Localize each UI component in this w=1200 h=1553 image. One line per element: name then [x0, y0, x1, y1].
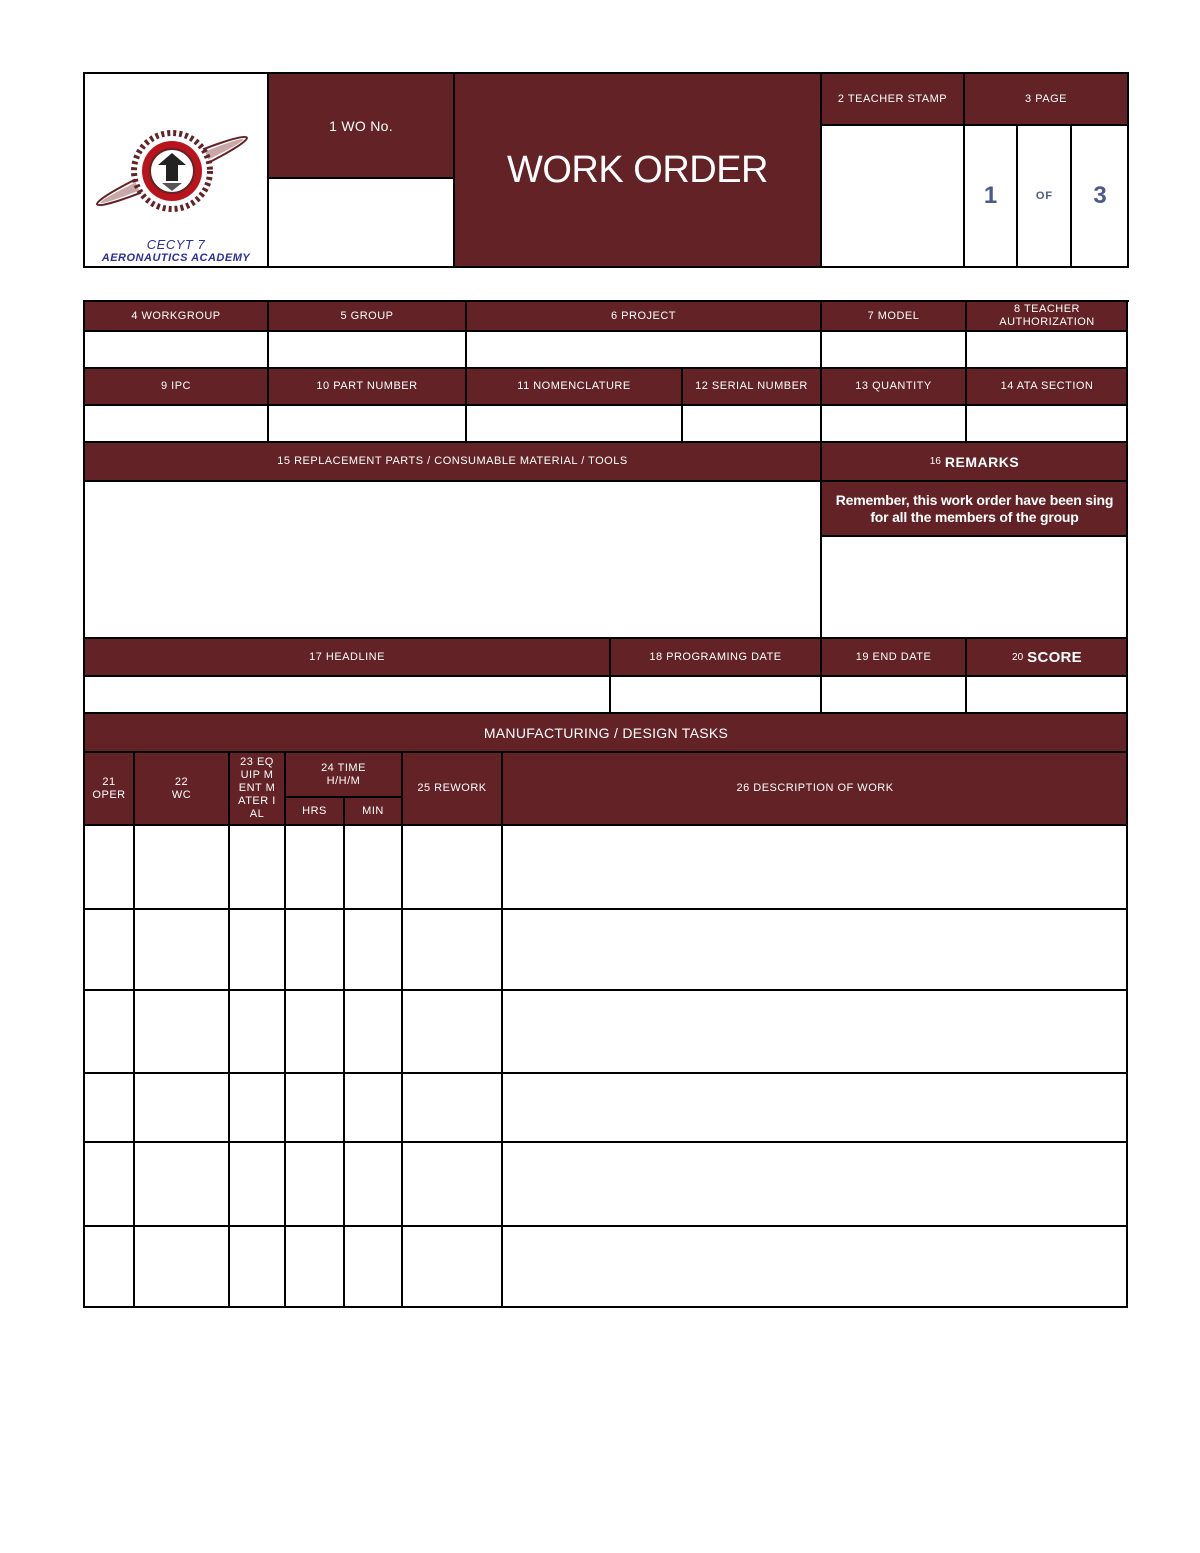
col-time: 24 TIME H/H/M [285, 752, 402, 797]
page-label: 3 PAGE [964, 73, 1128, 125]
quantity-field[interactable] [821, 405, 966, 442]
table-row[interactable] [84, 1073, 1128, 1142]
table-row[interactable] [84, 1226, 1128, 1307]
col-description: 26 DESCRIPTION OF WORK [502, 752, 1128, 825]
project-field[interactable] [466, 331, 821, 368]
headline-field[interactable] [84, 676, 610, 713]
score-field[interactable] [966, 676, 1128, 713]
logo-cell [84, 73, 268, 267]
col-oper: 21 OPER [84, 752, 134, 825]
remarks-label: 16 REMARKS [821, 442, 1128, 481]
serial-number-label: 12 SERIAL NUMBER [682, 368, 821, 405]
programing-date-label: 18 PROGRAMING DATE [610, 638, 821, 676]
teacher-authorization-field[interactable] [966, 331, 1128, 368]
tasks-title: MANUFACTURING / DESIGN TASKS [84, 713, 1128, 752]
page-total: 3 [1093, 182, 1107, 209]
teacher-stamp-field[interactable] [821, 125, 964, 267]
ipc-field[interactable] [84, 405, 268, 442]
teacher-stamp-label: 2 TEACHER STAMP [821, 73, 964, 125]
part-number-label: 10 PART NUMBER [268, 368, 466, 405]
nomenclature-label: 11 NOMENCLATURE [466, 368, 682, 405]
serial-number-field[interactable] [682, 405, 821, 442]
remarks-field[interactable] [821, 536, 1128, 638]
score-label: 20 SCORE [966, 638, 1128, 676]
table-row[interactable] [84, 1142, 1128, 1226]
part-number-field[interactable] [268, 405, 466, 442]
end-date-label: 19 END DATE [821, 638, 966, 676]
workgroup-field[interactable] [84, 331, 268, 368]
materials-field[interactable] [84, 481, 821, 638]
materials-label: 15 REPLACEMENT PARTS / CONSUMABLE MATERIAL / TOOLS [84, 442, 821, 481]
ipc-label: 9 IPC [84, 368, 268, 405]
table-row[interactable] [84, 825, 1128, 909]
page-of: OF [1035, 190, 1054, 202]
wo-number-label: 1 WO No. [268, 73, 454, 178]
group-label: 5 GROUP [268, 301, 466, 331]
quantity-label: 13 QUANTITY [821, 368, 966, 405]
group-field[interactable] [268, 331, 466, 368]
end-date-field[interactable] [821, 676, 966, 713]
model-label: 7 MODEL [821, 301, 966, 331]
model-field[interactable] [821, 331, 966, 368]
col-rework: 25 REWORK [402, 752, 502, 825]
teacher-authorization-label: 8 TEACHER AUTHORIZATION [966, 301, 1128, 331]
table-row[interactable] [84, 909, 1128, 990]
nomenclature-field[interactable] [466, 405, 682, 442]
col-wc: 22 WC [134, 752, 229, 825]
project-label: 6 PROJECT [466, 301, 821, 331]
headline-label: 17 HEADLINE [84, 638, 610, 676]
programing-date-field[interactable] [610, 676, 821, 713]
logo-title: CECYT 7 [146, 237, 206, 252]
col-hrs: HRS [285, 797, 344, 825]
logo-subtitle: AERONAUTICS ACADEMY [101, 252, 251, 264]
workgroup-label: 4 WORKGROUP [84, 301, 268, 331]
ata-section-label: 14 ATA SECTION [966, 368, 1128, 405]
col-equipment-material: 23 EQUIP MENT MATER IAL [229, 752, 285, 825]
table-row[interactable] [84, 990, 1128, 1073]
wo-number-field[interactable] [268, 178, 454, 267]
col-min: MIN [344, 797, 402, 825]
ata-section-field[interactable] [966, 405, 1128, 442]
page-current: 1 [983, 182, 998, 209]
form-title: WORK ORDER [454, 73, 821, 267]
remarks-note: Remember, this work order have been sing for all the members of the group [821, 481, 1128, 536]
